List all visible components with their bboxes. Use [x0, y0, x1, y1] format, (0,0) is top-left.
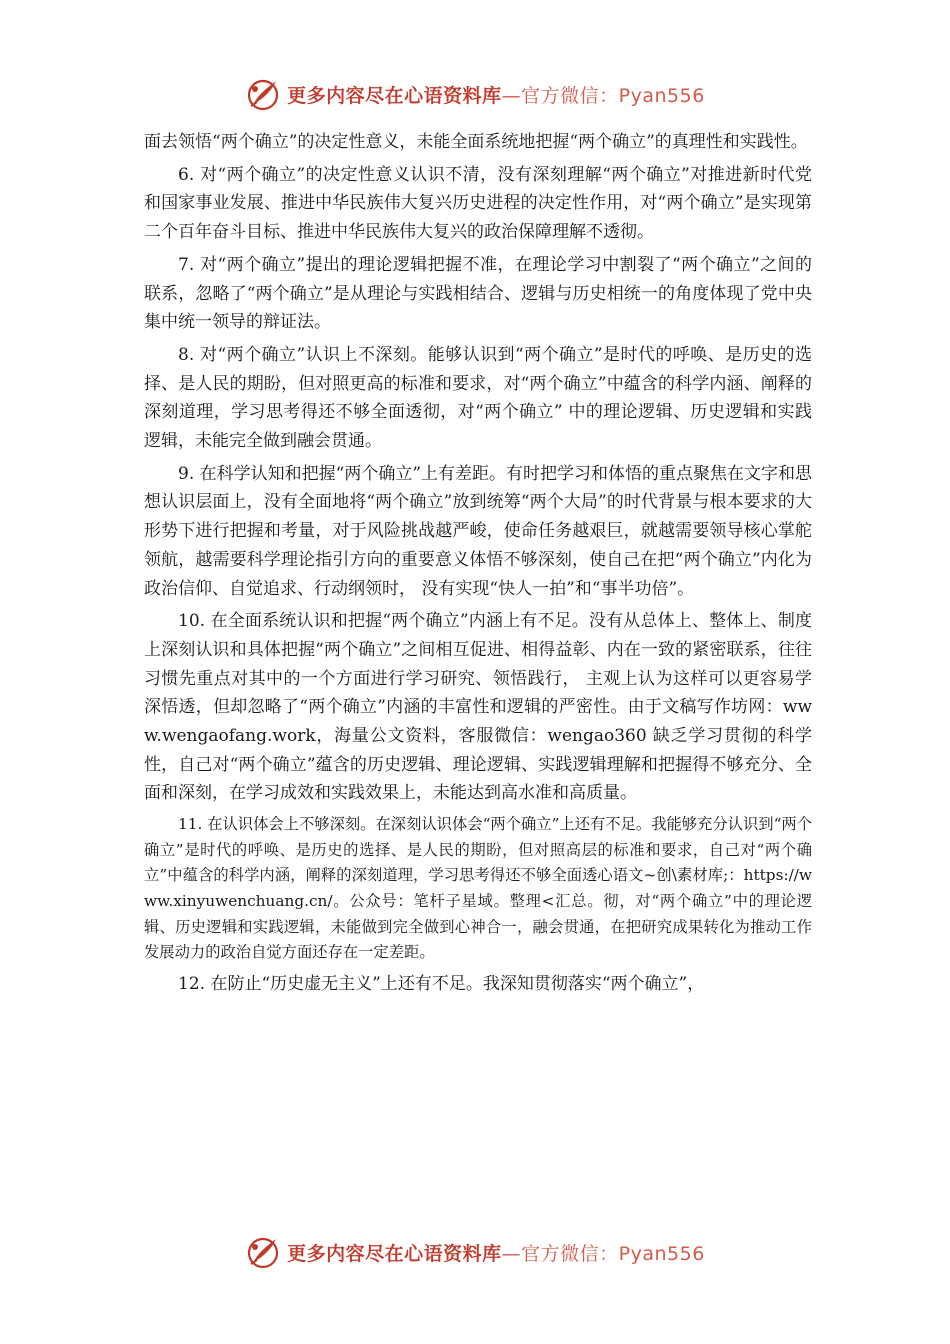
quill-ink-logo-icon	[245, 1234, 281, 1270]
paragraph-item-10: 10. 在全面系统认识和把握“两个确立”内涵上有不足。没有从总体上、整体上、制度上深刻认识和具体把握“两个确立”之间相互促进、相得益彰、内在一致的紧密联系，往往习惯先重点对其中的一个方面进行学习研究、领悟践行， 主观上认为这样可以更容易学深悟透，但却忽略了“两个确立”内涵的丰富性和逻辑的严密性。由于文稿写作坊网：www.wengaofang.work，海量公文资料，客服微信：wengao360 缺乏学习贯彻的科学性，自己对“两个确立”蕴含的历史逻辑、理论逻辑、实践逻辑理解和把握得不够充分、全面和深刻，在学习成效和实践效果上，未能达到高水准和高质量。	[144, 611, 812, 804]
header-text	[287, 81, 705, 108]
footer-contact: 官方微信：Pyan556	[521, 1242, 705, 1265]
document-body	[144, 128, 812, 998]
paragraph-item-8: 8. 对“两个确立”认识上不深刻。能够认识到“两个确立”是时代的呼唤、是历史的选择、是人民的期盼，但对照更高的标准和要求，对“两个确立”中蕴含的科学内涵、阐释的深刻道理，学习思考得还不够全面透彻，对“两个确立” 中的理论逻辑、历史逻辑和实践逻辑，未能完全做到融会贯通。	[144, 344, 812, 452]
paragraph-item-9: 9. 在科学认知和把握“两个确立”上有差距。有时把学习和体悟的重点聚焦在文字和思想认识层面上，没有全面地将“两个确立”放到统筹“两个大局”的时代背景与根本要求的大形势下进行把握和考量，对于风险挑战越严峻，使命任务越艰巨，就越需要领导核心掌舵领航，越需要科学理论指引方向的重要意义体悟不够深刻，使自己在把“两个确立”内化为政治信仰、自觉追求、行动纲领时， 没有实现“快人一拍”和“事半功倍”。	[144, 463, 813, 599]
paragraph-item-7: 7. 对“两个确立”提出的理论逻辑把握不准，在理论学习中割裂了“两个确立”之间的联系，忽略了“两个确立”是从理论与实践相结合、逻辑与历史相统一的角度体现了党中央集中统一领导的辩证法。	[144, 254, 812, 333]
header-brand: 更多内容尽在心语资料库	[287, 84, 502, 107]
footer-brand: 更多内容尽在心语资料库	[287, 1242, 502, 1265]
paragraph-item-12: 12. 在防止“历史虚无主义”上还有不足。我深知贯彻落实“两个确立”，	[178, 973, 705, 994]
quill-ink-logo-icon	[245, 76, 281, 112]
paragraph-item-11: 11. 在认识体会上不够深刻。在深刻认识体会“两个确立”上还有不足。我能够充分认识到“两个确立”是时代的呼唤、是历史的选择、是人民的期盼，但对照高层的标准和要求，自己对“两个确立”中蕴含的科学内涵，阐释的深刻道理，学习思考得还不够全面透心语文~创\素材库;：https://www.xinyuwenchuang.cn/。公众号：笔杆子星域。整理<汇总。彻，对“两个确立”中的理论逻辑、历史逻辑和实践逻辑，未能做到完全做到心神合一，融会贯通，在把研究成果转化为推动工作发展动力的政治自觉方面还存在一定差距。	[144, 815, 812, 962]
footer-text	[287, 1239, 705, 1266]
footer-separator: —	[501, 1242, 522, 1265]
header-banner	[0, 72, 950, 116]
header-separator: —	[501, 84, 522, 107]
header-contact: 官方微信：Pyan556	[521, 84, 705, 107]
paragraph-item-6: 6. 对“两个确立”的决定性意义认识不清，没有深刻理解“两个确立”对推进新时代党和国家事业发展、推进中华民族伟大复兴历史进程的决定性作用，对“两个确立”是实现第二个百年奋斗目标、推进中华民族伟大复兴的政治保障理解不透彻。	[144, 164, 812, 243]
paragraph-continuation: 面去领悟“两个确立”的决定性意义，未能全面系统地把握“两个确立”的真理性和实践性。	[144, 132, 808, 152]
footer-banner	[0, 1230, 950, 1274]
